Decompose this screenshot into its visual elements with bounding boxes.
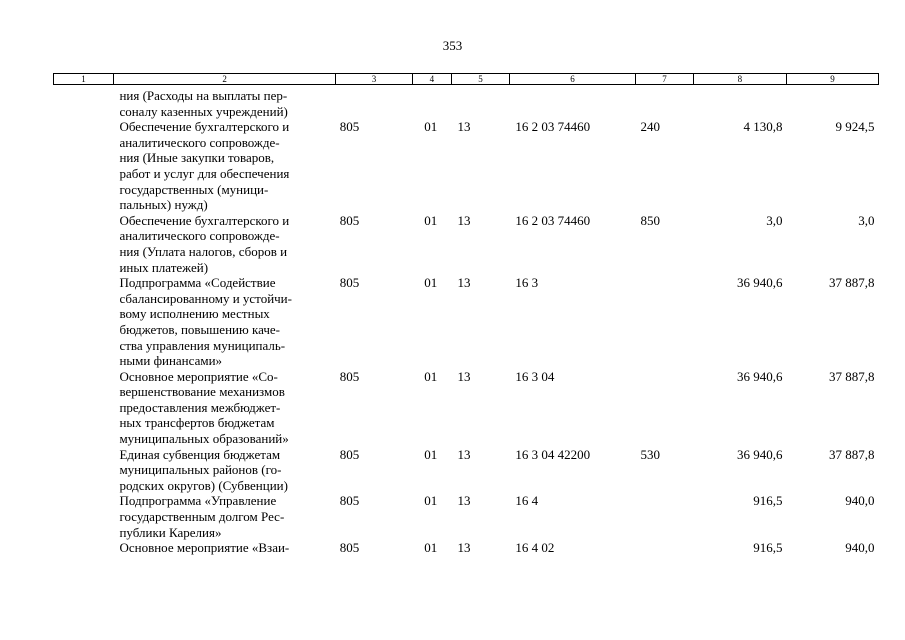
row-ministry-code: 805 — [339, 446, 360, 462]
row-section-code: 01 — [424, 368, 438, 384]
budget-table — [53, 73, 879, 556]
row-expense-kind — [636, 275, 694, 369]
table-row — [54, 369, 879, 447]
row-expense-kind: 850 — [640, 212, 661, 228]
row-sum-year-1: 36 940,6 — [736, 446, 783, 462]
column-header: 3 — [336, 74, 413, 85]
table-row — [54, 213, 879, 275]
row-target-article: 16 2 03 74460 — [515, 119, 591, 135]
row-ministry-code: 805 — [339, 212, 360, 228]
row-sum-year-1: 36 940,6 — [736, 275, 783, 291]
row-name: Подпрограмма «Содействие сбалансированному и устойчи- вому исполнению местных бюджетов, повышению каче- ства управления муниципаль- ными финансами» — [119, 275, 292, 369]
row-subsection-code — [452, 88, 510, 119]
row-expense-kind — [636, 540, 694, 556]
row-section-code: 01 — [424, 493, 438, 509]
row-name: Обеспечение бухгалтерского и аналитического сопровожде- ния (Уплата налогов, сборов и иных платежей) — [119, 212, 290, 275]
row-expense-kind: 530 — [640, 446, 661, 462]
row-target-article: 16 4 02 — [515, 540, 555, 556]
row-sum-year-2 — [786, 88, 878, 119]
row-subsection-code: 13 — [457, 540, 471, 556]
row-sum-year-1: 36 940,6 — [736, 368, 783, 384]
row-subsection-code: 13 — [457, 212, 471, 228]
table-body — [54, 85, 879, 556]
row-section-code: 01 — [424, 212, 438, 228]
row-sum-year-2: 9 924,5 — [835, 119, 875, 135]
row-name: Подпрограмма «Управление государственным долгом Рес- публики Карелия» — [119, 493, 285, 540]
row-name: Единая субвенция бюджетам муниципальных районов (го- родских округов) (Субвенции) — [119, 446, 288, 493]
column-number-header-row — [54, 74, 879, 85]
row-sum-year-2: 3,0 — [858, 212, 875, 228]
row-name: Основное мероприятие «Со- вершенствование механизмов предоставления межбюджет- ных трансфертов бюджетам муниципальных образований» — [119, 368, 289, 447]
row-target-article: 16 2 03 74460 — [515, 212, 591, 228]
column-header: 6 — [509, 74, 635, 85]
row-subsection-code: 13 — [457, 493, 471, 509]
column-header: 8 — [693, 74, 786, 85]
row-ministry-code: 805 — [339, 540, 360, 556]
row-target-article: 16 3 — [515, 275, 539, 291]
row-target-article: 16 3 04 42200 — [515, 446, 591, 462]
row-expense-kind: 240 — [640, 119, 661, 135]
row-ministry-code: 805 — [339, 275, 360, 291]
row-ministry-code: 805 — [339, 368, 360, 384]
row-sum-year-1: 4 130,8 — [743, 119, 783, 135]
row-section-code: 01 — [424, 275, 438, 291]
row-sum-year-2: 940,0 — [845, 493, 875, 509]
row-sum-year-1: 3,0 — [766, 212, 783, 228]
row-target-article — [509, 88, 635, 119]
column-header: 5 — [452, 74, 510, 85]
column-header: 7 — [636, 74, 694, 85]
row-sum-year-1: 916,5 — [753, 540, 783, 556]
row-ministry-code: 805 — [339, 119, 360, 135]
column-header: 4 — [412, 74, 451, 85]
row-sum-year-1 — [693, 88, 786, 119]
row-expense-kind — [636, 88, 694, 119]
row-sum-year-1: 916,5 — [753, 493, 783, 509]
row-section-code: 01 — [424, 446, 438, 462]
table-row — [54, 119, 879, 213]
row-name: ния (Расходы на выплаты пер- соналу казенных учреждений) — [119, 88, 288, 119]
table-row — [54, 275, 879, 369]
column-header: 9 — [786, 74, 878, 85]
row-subsection-code: 13 — [457, 368, 471, 384]
row-sum-year-2: 37 887,8 — [829, 446, 875, 462]
row-sum-year-2: 940,0 — [845, 540, 875, 556]
row-target-article: 16 3 04 — [515, 368, 555, 384]
row-sum-year-2: 37 887,8 — [829, 368, 875, 384]
column-header: 2 — [113, 74, 335, 85]
row-subsection-code: 13 — [457, 119, 471, 135]
row-section-code: 01 — [424, 540, 438, 556]
row-ministry-code: 805 — [339, 493, 360, 509]
row-subsection-code: 13 — [457, 446, 471, 462]
row-name: Основное мероприятие «Взаи- — [119, 540, 290, 556]
row-ministry-code — [336, 88, 413, 119]
table-row — [54, 540, 879, 556]
row-section-code — [412, 88, 451, 119]
table-row — [54, 447, 879, 494]
row-name: Обеспечение бухгалтерского и аналитического сопровожде- ния (Иные закупки товаров, работ и услуг для обеспечения государственных (муници- пальных) нужд) — [119, 119, 290, 213]
table-row — [54, 493, 879, 540]
row-expense-kind — [636, 369, 694, 447]
row-target-article: 16 4 — [515, 493, 539, 509]
table-row — [54, 88, 879, 119]
row-expense-kind — [636, 493, 694, 540]
page-number: 353 — [442, 38, 463, 53]
row-subsection-code: 13 — [457, 275, 471, 291]
row-sum-year-2: 37 887,8 — [829, 275, 875, 291]
row-section-code: 01 — [424, 119, 438, 135]
column-header: 1 — [54, 74, 114, 85]
